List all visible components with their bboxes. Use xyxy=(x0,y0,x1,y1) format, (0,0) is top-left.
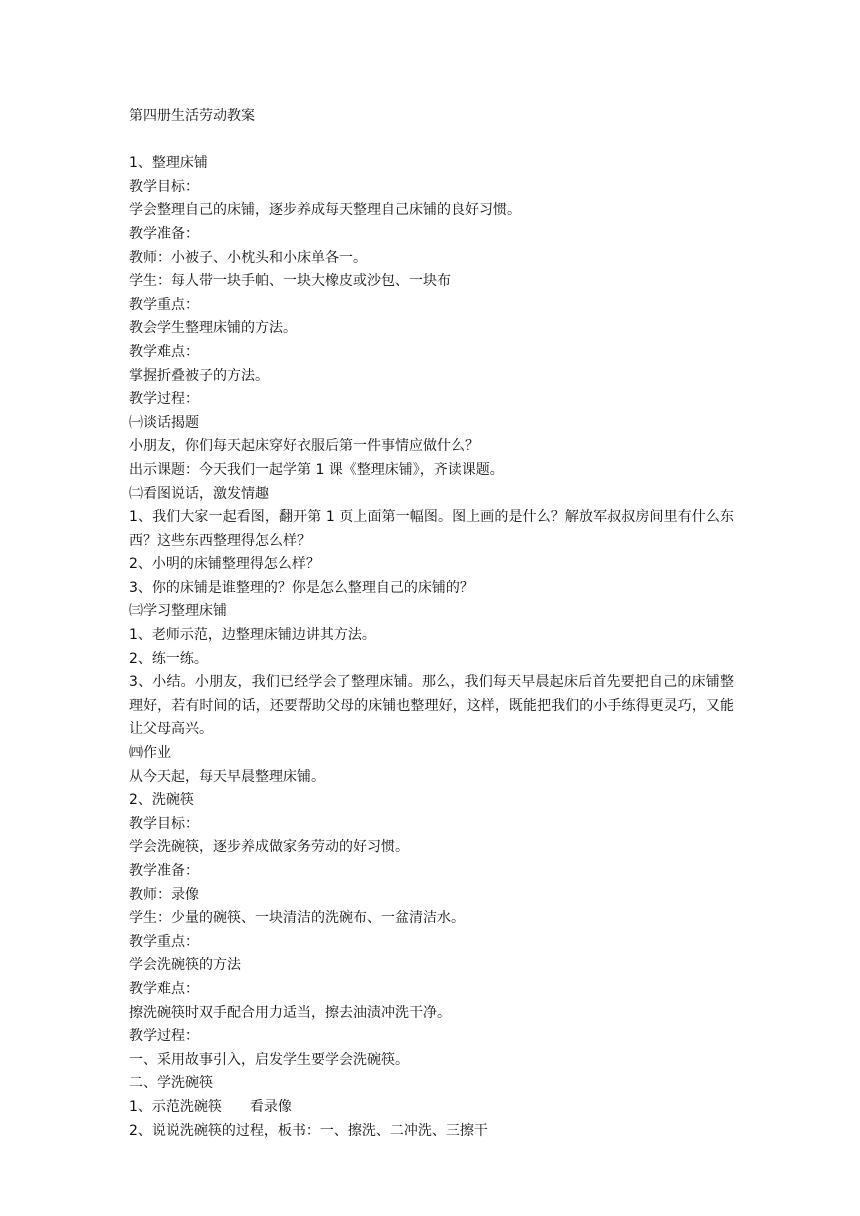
paragraph: 教师：录像 xyxy=(129,886,199,903)
section-label: 教学目标： xyxy=(129,178,199,195)
step-heading: ㈡看图说话，激发情趣 xyxy=(129,485,269,502)
paragraph: 出示课题：今天我们一起学第 1 课《整理床铺》，齐读课题。 xyxy=(129,461,504,478)
document-title: 第四册生活劳动教案 xyxy=(129,108,255,124)
paragraph: 从今天起，每天早晨整理床铺。 xyxy=(129,768,325,785)
paragraph: 1、老师示范，边整理床铺边讲其方法。 xyxy=(129,627,376,644)
paragraph: 2、小明的床铺整理得怎么样？ xyxy=(129,556,320,573)
section-label: 教学重点： xyxy=(129,933,199,950)
paragraph: 教会学生整理床铺的方法。 xyxy=(129,320,297,337)
paragraph: 3、小结。小朋友，我们已经学会了整理床铺。那么，我们每天早晨起床后首先要把自己的床铺整理好，若有时间的话，还要帮助父母的床铺也整理好，这样，既能把我们的小手练得更灵巧，又能让父母高兴。 xyxy=(129,674,734,738)
section-label: 教学准备： xyxy=(129,225,199,242)
step-heading: ㈢学习整理床铺 xyxy=(129,603,227,620)
section-label: 教学目标： xyxy=(129,815,199,832)
section-label: 教学难点： xyxy=(129,343,199,360)
paragraph: 1、示范洗碗筷 看录像 xyxy=(129,1098,292,1115)
paragraph: 学生：每人带一块手帕、一块大橡皮或沙包、一块布 xyxy=(129,273,451,290)
step-heading: 二、学洗碗筷 xyxy=(129,1075,213,1092)
paragraph: 小朋友，你们每天起床穿好衣服后第一件事情应做什么？ xyxy=(129,438,479,455)
section-label: 教学过程： xyxy=(129,391,199,408)
paragraph: 一、采用故事引入，启发学生要学会洗碗筷。 xyxy=(129,1051,409,1068)
paragraph: 2、练一练。 xyxy=(129,650,208,667)
paragraph: 2、说说洗碗筷的过程，板书：一、擦洗、二冲洗、三擦干 xyxy=(129,1122,488,1139)
section-label: 教学过程： xyxy=(129,1028,199,1045)
step-heading: ㈠谈话揭题 xyxy=(129,414,199,431)
paragraph: 学会整理自己的床铺，逐步养成每天整理自己床铺的良好习惯。 xyxy=(129,202,521,219)
section-label: 教学难点： xyxy=(129,980,199,997)
paragraph: 教师：小被子、小枕头和小床单各一。 xyxy=(129,249,367,266)
section-label: 教学重点： xyxy=(129,296,199,313)
paragraph: 1、我们大家一起看图，翻开第 1 页上面第一幅图。图上画的是什么？解放军叔叔房间里有什么东西？这些东西整理得怎么样？ xyxy=(129,509,734,549)
lesson-1-heading: 1、整理床铺 xyxy=(129,155,208,172)
lesson-2-heading: 2、洗碗筷 xyxy=(129,792,194,809)
paragraph: 擦洗碗筷时双手配合用力适当，擦去油渍冲洗干净。 xyxy=(129,1004,451,1021)
paragraph: 掌握折叠被子的方法。 xyxy=(129,367,269,384)
step-heading: ㈣作业 xyxy=(129,745,171,762)
paragraph: 学生：少量的碗筷、一块清洁的洗碗布、一盆清洁水。 xyxy=(129,910,465,927)
document-body xyxy=(129,105,734,1143)
paragraph: 学会洗碗筷，逐步养成做家务劳动的好习惯。 xyxy=(129,839,409,856)
paragraph: 学会洗碗筷的方法 xyxy=(129,957,241,974)
paragraph: 3、你的床铺是谁整理的？你是怎么整理自己的床铺的？ xyxy=(129,579,474,596)
section-label: 教学准备： xyxy=(129,863,199,879)
